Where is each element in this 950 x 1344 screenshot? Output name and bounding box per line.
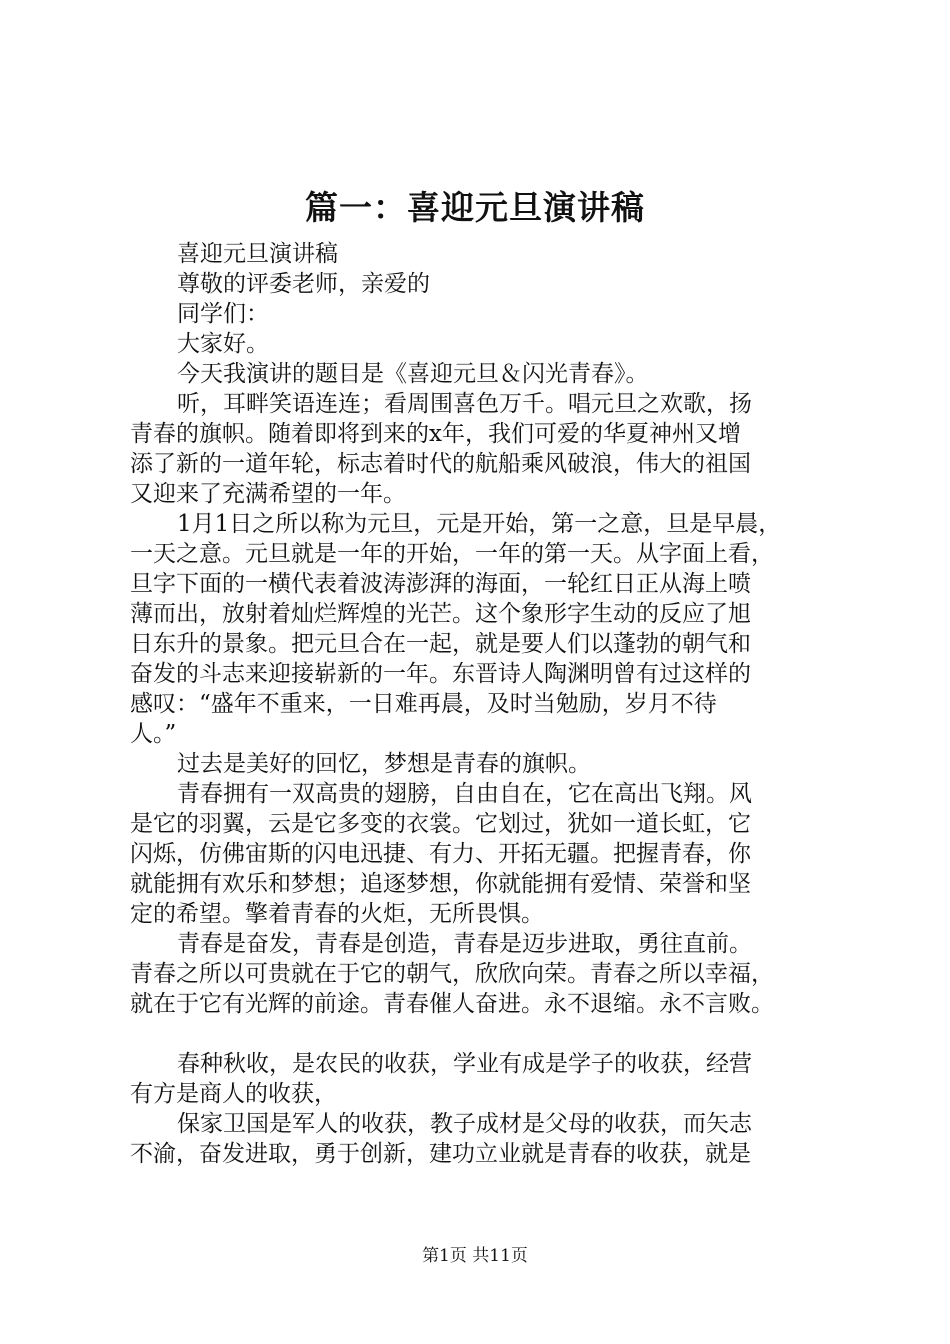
paragraph xyxy=(130,299,835,329)
text-line: 今天我演讲的题目是《喜迎元旦＆闪光青春》。 xyxy=(177,361,649,387)
paragraph xyxy=(130,329,835,359)
text-line: 喜迎元旦演讲稿 xyxy=(177,241,338,267)
document-body xyxy=(130,239,835,1169)
page-number-footer: 第1页 共11页 xyxy=(422,1246,528,1266)
paragraph xyxy=(130,509,835,749)
paragraph-spacer xyxy=(130,1019,835,1049)
text-line: 春种秋收，是农民的收获，学业有成是学子的收获，经营 xyxy=(177,1051,752,1077)
text-line: 薄而出，放射着灿烂辉煌的光芒。这个象形字生动的反应了旭 xyxy=(130,601,751,627)
paragraph xyxy=(130,1049,835,1109)
paragraph xyxy=(130,389,835,509)
text-line: 是它的羽翼，云是它多变的衣裳。它划过，犹如一道长虹，它 xyxy=(130,811,751,837)
paragraph xyxy=(130,269,835,299)
text-line: 大家好。 xyxy=(177,331,269,357)
paragraph xyxy=(130,239,835,269)
paragraph xyxy=(130,359,835,389)
text-line: 青春拥有一双高贵的翅膀，自由自在，它在高出飞翔。风 xyxy=(177,781,752,807)
paragraph xyxy=(130,929,835,1019)
text-line: 又迎来了充满希望的一年。 xyxy=(130,481,406,507)
text-line: 青春之所以可贵就在于它的朝气，欣欣向荣。青春之所以幸福， xyxy=(130,961,774,987)
text-line: 同学们： xyxy=(177,301,269,327)
text-line: 青春的旗帜。随着即将到来的x年，我们可爱的华夏神州又增 xyxy=(130,421,741,447)
text-line: 听，耳畔笑语连连；看周围喜色万千。唱元旦之欢歌，扬 xyxy=(177,391,752,417)
text-line: 青春是奋发，青春是创造，青春是迈步进取，勇往直前。 xyxy=(177,931,752,957)
text-line: 就在于它有光辉的前途。青春催人奋进。永不退缩。永不言败。 xyxy=(130,991,774,1017)
text-line: 过去是美好的回忆，梦想是青春的旗帜。 xyxy=(177,751,591,777)
document-title: 篇一：喜迎元旦演讲稿 xyxy=(305,188,645,227)
text-line: 人。” xyxy=(130,721,177,747)
text-line: 1月1日之所以称为元旦，元是开始，第一之意，旦是早晨， xyxy=(177,511,782,537)
text-line: 闪烁，仿佛宙斯的闪电迅捷、有力、开拓无疆。把握青春，你 xyxy=(130,841,751,867)
text-line: 旦字下面的一横代表着波涛澎湃的海面，一轮红日正从海上喷 xyxy=(130,571,751,597)
text-line: 就能拥有欢乐和梦想；追逐梦想，你就能拥有爱情、荣誉和坚 xyxy=(130,871,751,897)
paragraph xyxy=(130,1109,835,1169)
text-line: 感叹：“盛年不重来，一日难再晨，及时当勉励，岁月不待 xyxy=(130,691,717,717)
text-line: 奋发的斗志来迎接崭新的一年。东晋诗人陶渊明曾有过这样的 xyxy=(130,661,751,687)
text-line: 不渝，奋发进取，勇于创新，建功立业就是青春的收获，就是 xyxy=(130,1141,751,1167)
text-line: 有方是商人的收获， xyxy=(130,1081,337,1107)
text-line: 一天之意。元旦就是一年的开始，一年的第一天。从字面上看， xyxy=(130,541,774,567)
paragraph xyxy=(130,749,835,779)
text-line: 定的希望。擎着青春的火炬，无所畏惧。 xyxy=(130,901,544,927)
text-line: 日东升的景象。把元旦合在一起，就是要人们以蓬勃的朝气和 xyxy=(130,631,751,657)
text-line: 添了新的一道年轮，标志着时代的航船乘风破浪，伟大的祖国 xyxy=(130,451,751,477)
text-line: 尊敬的评委老师，亲爱的 xyxy=(177,271,430,297)
paragraph xyxy=(130,779,835,929)
text-line: 保家卫国是军人的收获，教子成材是父母的收获，而矢志 xyxy=(177,1111,752,1137)
